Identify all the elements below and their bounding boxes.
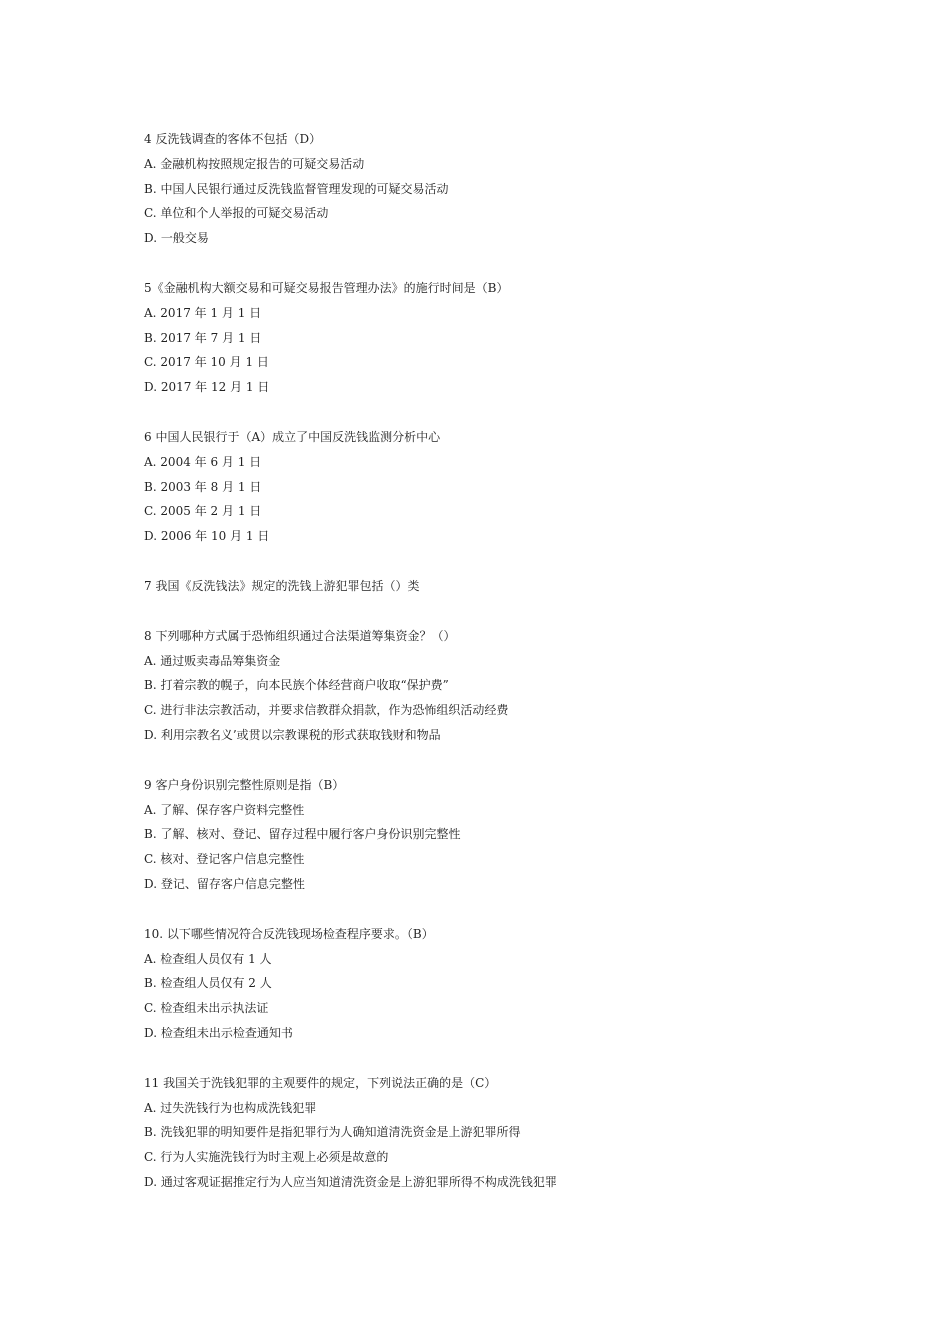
question-stem: 4 反洗钱调查的客体不包括（D）: [144, 132, 322, 146]
question-stem: 5《金融机构大额交易和可疑交易报告管理办法》的施行时间是（B）: [144, 280, 509, 295]
option-d: D. 一般交易: [144, 231, 209, 246]
question-6: [144, 425, 844, 549]
question-4: [144, 127, 844, 251]
option-d: D. 检查组未出示检查通知书: [144, 1025, 293, 1040]
option-d: D. 2006 年 10 月 1 日: [144, 529, 270, 544]
option-c: C. 进行非法宗教活动，并要求信教群众捐款，作为恐怖组织活动经费: [144, 703, 509, 718]
option-a: A. 2017 年 1 月 1 日: [144, 305, 262, 320]
question-9: [144, 773, 844, 897]
question-5: [144, 276, 844, 400]
option-c: C. 2005 年 2 月 1 日: [144, 504, 262, 519]
question-stem: 11 我国关于洗钱犯罪的主观要件的规定，下列说法正确的是（C）: [144, 1075, 497, 1090]
option-d: D. 2017 年 12 月 1 日: [144, 380, 270, 395]
option-a: A. 通过贩卖毒品筹集资金: [144, 653, 281, 668]
question-stem: 8 下列哪种方式属于恐怖组织通过合法渠道筹集资金？（）: [144, 628, 456, 643]
option-d: D. 通过客观证据推定行为人应当知道清洗资金是上游犯罪所得不构成洗钱犯罪: [144, 1174, 557, 1189]
option-c: C. 行为人实施洗钱行为时主观上必须是故意的: [144, 1150, 389, 1165]
option-b: B. 了解、核对、登记、留存过程中履行客户身份识别完整性: [144, 827, 461, 842]
question-stem: 10. 以下哪些情况符合反洗钱现场检查程序要求。（B）: [144, 926, 434, 941]
question-11: [144, 1071, 844, 1195]
option-a: A. 过失洗钱行为也构成洗钱犯罪: [144, 1100, 317, 1115]
option-a: A. 检查组人员仅有 1 人: [144, 951, 272, 966]
option-c: C. 核对、登记客户信息完整性: [144, 852, 305, 867]
option-a: A. 2004 年 6 月 1 日: [144, 454, 262, 469]
option-b: B. 中国人民银行通过反洗钱监督管理发现的可疑交易活动: [144, 181, 449, 196]
option-b: B. 检查组人员仅有 2 人: [144, 976, 272, 991]
option-a: A. 了解、保存客户资料完整性: [144, 802, 305, 817]
question-8: [144, 624, 844, 748]
question-10: [144, 922, 844, 1046]
option-d: D. 利用宗教名义’或贯以宗教课税的形式获取钱财和物品: [144, 727, 441, 742]
option-b: B. 2017 年 7 月 1 日: [144, 330, 262, 345]
question-stem: 6 中国人民银行于（A）成立了中国反洗钱监测分析中心: [144, 429, 441, 444]
question-7: [144, 574, 844, 599]
option-c: C. 单位和个人举报的可疑交易活动: [144, 206, 329, 221]
option-b: B. 2003 年 8 月 1 日: [144, 479, 262, 494]
option-b: B. 打着宗教的幌子，向本民族个体经营商户收取“保护费”: [144, 678, 449, 693]
option-b: B. 洗钱犯罪的明知要件是指犯罪行为人确知道清洗资金是上游犯罪所得: [144, 1125, 521, 1140]
question-list: [144, 127, 844, 1220]
option-c: C. 2017 年 10 月 1 日: [144, 355, 269, 370]
option-a: A. 金融机构按照规定报告的可疑交易活动: [144, 156, 365, 171]
option-c: C. 检查组未出示执法证: [144, 1001, 269, 1016]
question-stem: 7 我国《反洗钱法》规定的洗钱上游犯罪包括（）类: [144, 578, 420, 593]
option-d: D. 登记、留存客户信息完整性: [144, 876, 305, 891]
question-stem: 9 客户身份识别完整性原则是指（B）: [144, 777, 345, 792]
